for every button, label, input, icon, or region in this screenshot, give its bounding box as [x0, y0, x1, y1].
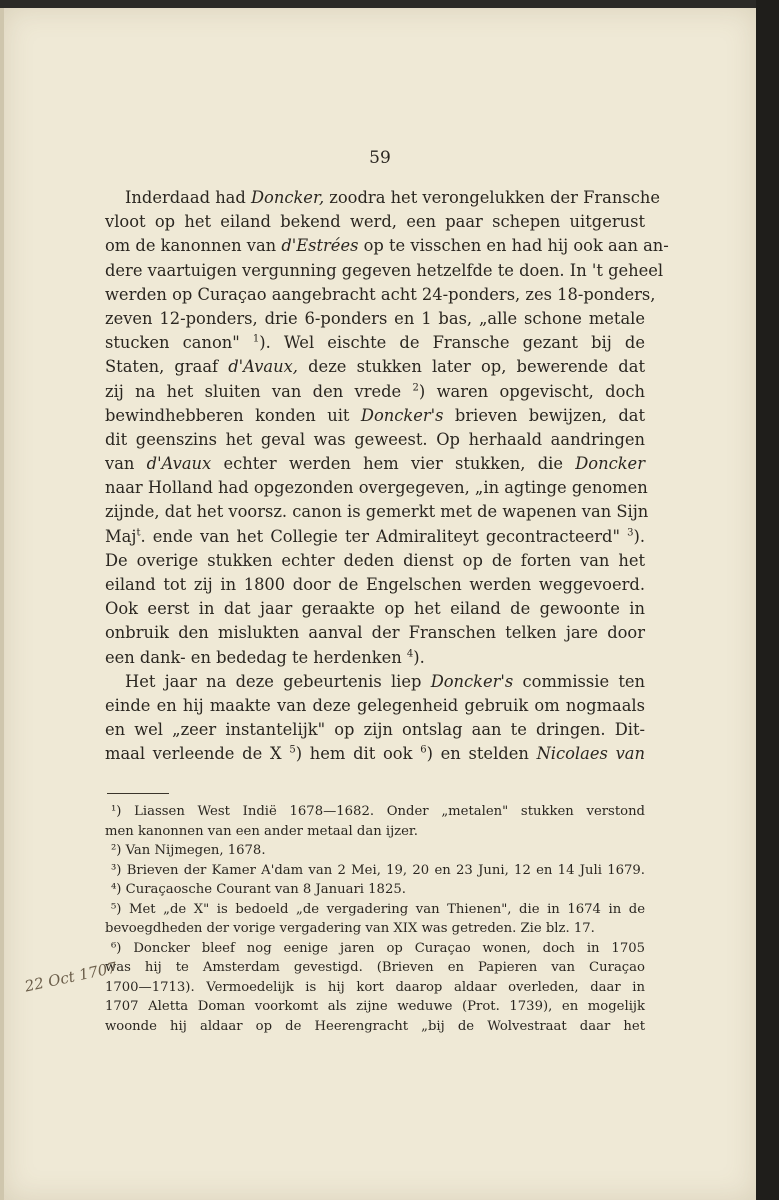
body-line — [105, 234, 669, 258]
footnote-rule — [107, 793, 169, 794]
footnote-line: men kanonnen van een ander metaal dan ijzer. — [105, 823, 418, 839]
body-line — [105, 500, 649, 524]
body-line — [105, 186, 660, 210]
text-run: einde en hij maakte van deze gelegenheid gebruik om nogmaals — [105, 695, 645, 715]
body-line — [105, 355, 645, 379]
body-line — [105, 718, 645, 742]
body-line — [105, 307, 645, 331]
footnote-line: ¹) Liassen West Indië 1678—1682. Onder „metalen" stukken verstond — [111, 804, 645, 819]
text-run: bewindhebberen konden uit — [105, 405, 361, 425]
footnote-line: was hij te Amsterdam gevestigd. (Brieven en Papieren van Curaçao — [105, 960, 645, 975]
text-run: ) waren opgevischt, doch — [418, 381, 645, 401]
body-text — [105, 186, 669, 767]
italic-name: Doncker — [575, 454, 645, 474]
text-run: werden op Curaçao aangebracht acht 24-ponders, zes 18-ponders, — [105, 284, 656, 304]
body-line — [105, 621, 645, 645]
text-run: echter werden hem vier stukken, die — [211, 454, 576, 474]
text-run: zoodra het verongelukken der Fransche — [324, 188, 660, 207]
body-line — [105, 428, 645, 452]
body-line — [105, 452, 645, 476]
footnote-ref: 5 — [289, 744, 296, 756]
text-run: dere vaartuigen vergunning gegeven hetzelfde te doen. In 't geheel — [105, 260, 664, 280]
footnote-line: 1707 Aletta Doman voorkomt als zijne weduwe (Prot. 1739), en mogelijk — [105, 999, 645, 1014]
body-line — [105, 331, 645, 355]
footnote-line: ⁶) Doncker bleef nog eenige jaren op Curaçao wonen, doch in 1705 — [111, 940, 645, 956]
text-run: zeven 12-ponders, drie 6-ponders en 1 bas, „alle schone metale — [105, 308, 645, 328]
page-number: 59 — [369, 148, 391, 168]
text-run: . ende van het Collegie ter Admiraliteyt gecontracteerd" — [140, 526, 628, 546]
footnote-ref: 2 — [412, 382, 419, 394]
italic-name: Doncker, — [250, 188, 325, 207]
text-run: De overige stukken echter deden dienst op de forten van het — [105, 550, 645, 570]
text-run: ) en stelden — [426, 744, 537, 764]
footnote-line: ³) Brieven der Kamer A'dam van 2 Mei, 19, 20 en 23 Juni, 12 en 14 Juli 1679. — [111, 862, 645, 878]
italic-name: Doncker's — [360, 405, 444, 425]
text-run: maal verleende de X — [105, 744, 290, 764]
footnote-line: woonde hij aldaar op de Heerengracht „bij de Wolvestraat daar het — [105, 1018, 645, 1034]
text-run: Het jaar na deze gebeurtenis liep — [125, 671, 431, 691]
footnote-ref: 6 — [420, 744, 427, 756]
text-run: stucken canon" — [105, 333, 253, 353]
footnote-line: ²) Van Nijmegen, 1678. — [111, 843, 266, 858]
scan-background-strip — [756, 0, 779, 1200]
text-run: eiland tot zij in 1800 door de Engelschen werden weggevoerd. — [105, 575, 645, 594]
body-line — [105, 210, 645, 234]
text-run: ). — [633, 526, 645, 546]
body-line — [105, 380, 645, 404]
text-run: Ook eerst in dat jaar geraakte op het eiland de gewoonte in — [105, 599, 645, 619]
text-run: Maj — [105, 526, 137, 546]
body-line — [105, 283, 656, 307]
text-run: dit geenszins het geval was geweest. Op herhaald aandringen — [105, 429, 645, 449]
text-run: commissie ten — [513, 671, 645, 691]
text-run: Inderdaad had — [125, 188, 251, 207]
body-line — [105, 670, 645, 694]
footnote-line: bevoegdheden der vorige vergadering van XIX was getreden. Zie blz. 17. — [105, 921, 595, 936]
text-run: een dank- en bededag te herdenken — [105, 647, 407, 667]
text-run: naar Holland had opgezonden overgegeven, „in agtinge genomen — [105, 478, 648, 498]
text-run: van — [105, 454, 147, 474]
footnote-ref: 4 — [406, 648, 414, 660]
text-run: Staten, graaf — [105, 357, 229, 377]
body-line — [105, 525, 645, 549]
text-run: vloot op het eiland bekend werd, een paar schepen uitgerust — [105, 212, 645, 232]
handwritten-annotation: 22 Oct 1707 — [23, 958, 119, 996]
body-line — [105, 404, 645, 428]
footnotes — [105, 802, 645, 1036]
italic-name: d'Avaux — [146, 454, 212, 474]
body-line — [105, 742, 645, 766]
text-run: zij na het sluiten van den vrede — [105, 381, 413, 401]
text-run: zijnde, dat het voorsz. canon is gemerkt met de wapenen van Sijn — [105, 502, 649, 522]
italic-name: Nicolaes van — [536, 744, 645, 764]
text-run: op te visschen en had hij ook aan an- — [358, 236, 669, 256]
italic-name: d'Avaux, — [228, 357, 298, 377]
text-run: onbruik den mislukten aanval der Franschen telken jare door — [105, 623, 645, 643]
text-run: ) hem dit ook — [295, 744, 421, 764]
text-run: ). Wel eischte de Fransche gezant bij de — [259, 333, 645, 353]
text-run: brieven bewijzen, dat — [443, 405, 645, 425]
text-run: en wel „zeer instantelijk" op zijn ontslag aan te dringen. Dit- — [105, 720, 645, 740]
body-line — [105, 259, 664, 283]
footnote-ref: 1 — [252, 333, 260, 345]
text-run: deze stukken later op, bewerende dat — [297, 357, 645, 377]
body-line — [105, 476, 648, 500]
book-page — [4, 8, 756, 1200]
italic-name: Doncker's — [430, 671, 514, 691]
text-run: om de kanonnen van — [105, 236, 282, 256]
body-line — [105, 694, 645, 718]
body-line — [105, 646, 645, 670]
text-run: ). — [413, 647, 425, 667]
body-line — [105, 573, 645, 597]
italic-name: d'Estrées — [281, 236, 359, 256]
body-line — [105, 597, 645, 621]
footnote-line: ⁵) Met „de X" is bedoeld „de vergadering van Thienen", die in 1674 in de — [111, 901, 645, 917]
footnote-ref: t — [136, 527, 141, 539]
footnote-ref: 3 — [627, 527, 634, 539]
footnote-line: 1700—1713). Vermoedelijk is hij kort daarop aldaar overleden, daar in — [105, 979, 645, 995]
body-line — [105, 549, 645, 573]
footnote-line: ⁴) Curaçaosche Courant van 8 Januari 1825. — [111, 882, 406, 897]
